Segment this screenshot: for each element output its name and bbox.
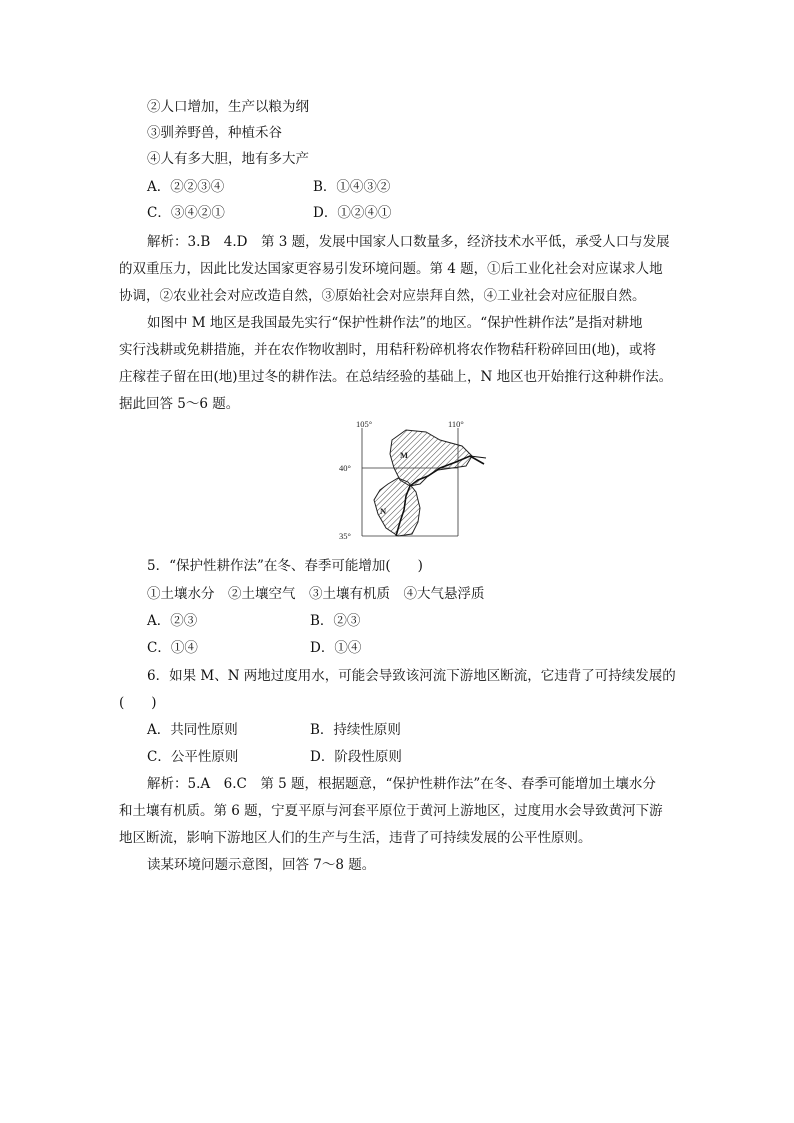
analysis2-line-2: 和土壤有机质。第 6 题，宁夏平原与河套平原位于黄河上游地区，过度用水会导致黄河下游 [119,803,663,819]
intro-line-1: 如图中 M 地区是我国最先实行“保护性耕作法”的地区。“保护性耕作法”是指对耕地 [147,315,643,331]
q5-items: ①土壤水分 ②土壤空气 ③土壤有机质 ④大气悬浮质 [147,586,485,602]
option-a: A．②②③④ [147,179,225,195]
intro-line-4: 据此回答 5～6 题。 [119,396,240,412]
lon-110-label: 110° [448,419,464,429]
analysis2-line-3: 地区断流，影响下游地区人们的生产与生活，违背了可持续发展的公平性原则。 [119,830,592,846]
analysis-line-2: 的双重压力，因此比发达国家更容易引发环境问题。第 4 题，①后工业化社会对应谋求人地 [119,261,663,277]
option-d: D．①②④① [313,205,392,221]
analysis2-line-1: 解析：5.A 6.C 第 5 题，根据题意，“保护性耕作法”在冬、春季可能增加土壤水分 [147,776,656,792]
q6-option-c: C．公平性原则 [147,749,239,765]
region-map [334,418,494,546]
next-prompt: 读某环境问题示意图，回答 7～8 题。 [147,857,376,873]
q5-option-c: C．①④ [147,640,198,656]
q5-stem: 5．“保护性耕作法”在冬、春季可能增加( ) [147,558,423,574]
item-2: ②人口增加，生产以粮为纲 [147,99,309,115]
intro-line-2: 实行浅耕或免耕措施，并在农作物收割时，用秸秆粉碎机将农作物秸秆粉碎回田(地)，或将 [119,342,657,358]
analysis-line-3: 协调，②农业社会对应改造自然，③原始社会对应崇拜自然，④工业社会对应征服自然。 [119,288,646,304]
option-b: B．①④③② [313,179,391,195]
q6-option-b: B．持续性原则 [310,722,401,738]
analysis-line-1: 解析：3.B 4.D 第 3 题，发展中国家人口数量多，经济技术水平低，承受人口与发展 [147,234,670,250]
label-n: N [380,506,387,516]
lon-105-label: 105° [356,419,373,429]
q6-stem-2: ( ) [119,695,157,711]
item-4: ④人有多大胆，地有多大产 [147,151,309,167]
q6-option-a: A．共同性原则 [147,722,238,738]
lat-40-label: 40° [339,463,351,473]
intro-line-3: 庄稼茬子留在田(地)里过冬的耕作法。在总结经验的基础上，N 地区也开始推行这种耕作法。 [119,369,673,385]
q5-option-a: A．②③ [147,613,198,629]
option-c: C．③④②① [147,205,225,221]
lat-35-label: 35° [339,531,351,541]
q5-option-d: D．①④ [310,640,362,656]
q6-option-d: D．阶段性原则 [310,749,402,765]
q5-option-b: B．②③ [310,613,361,629]
label-m: M [400,450,409,460]
q6-stem-1: 6．如果 M、N 两地过度用水，可能会导致该河流下游地区断流，它违背了可持续发展的 [147,668,676,684]
item-3: ③驯养野兽，种植禾谷 [147,125,282,141]
